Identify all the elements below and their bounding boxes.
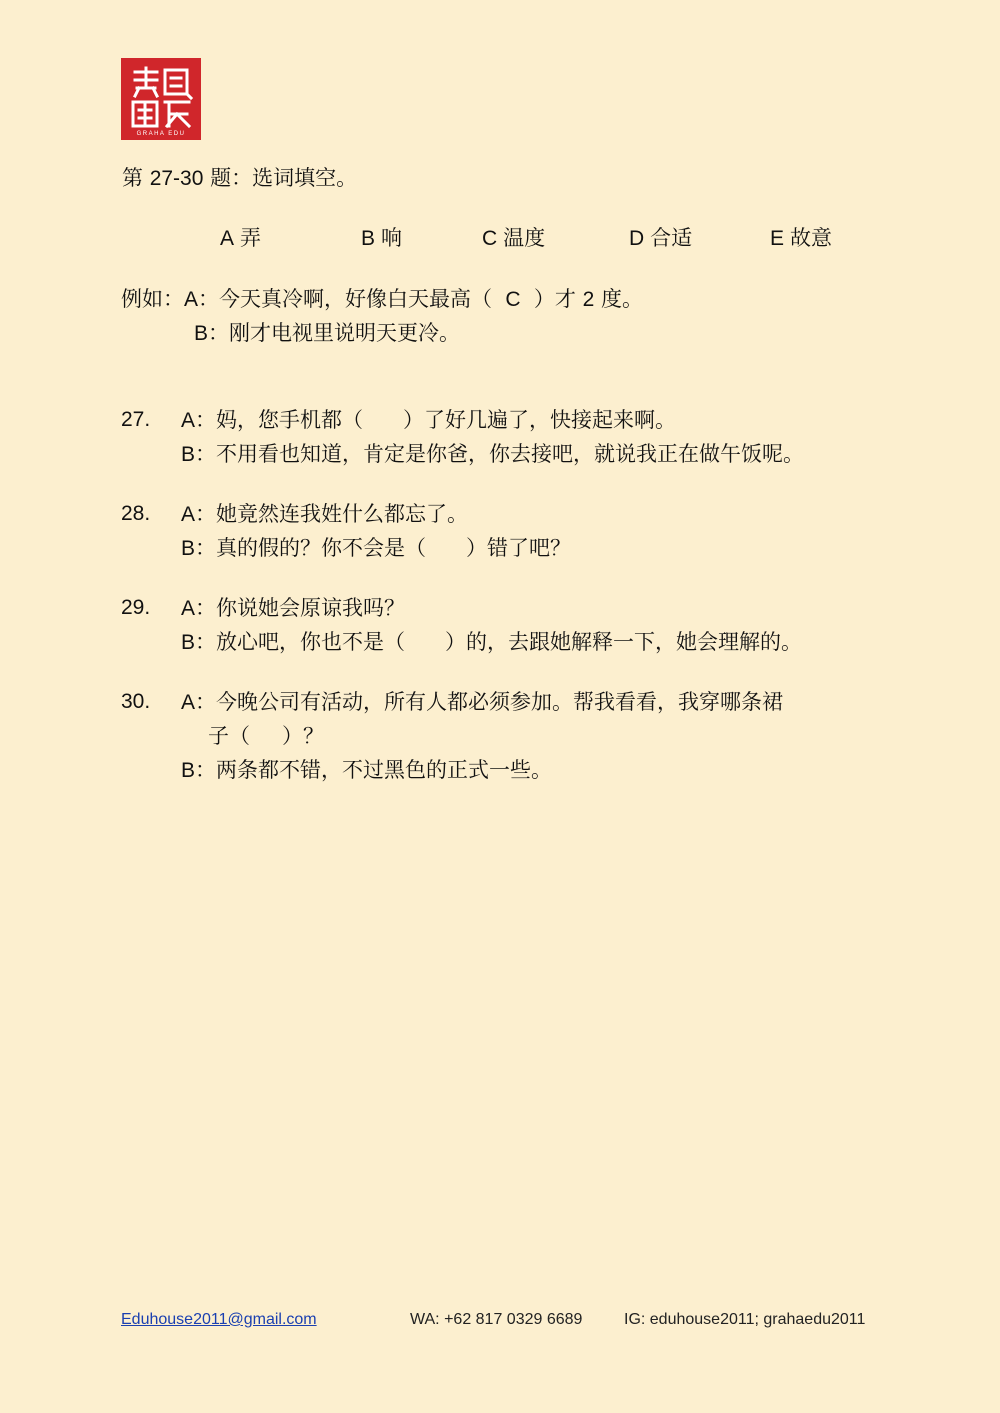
option-word: 弄 [240,226,262,250]
example-a-speaker: A： [184,288,220,311]
instruction-suffix: 题：选词填空。 [210,166,358,190]
q29-b-speaker: B： [181,631,217,654]
option-letter: D [629,227,645,250]
option-word: 合适 [650,226,693,250]
q30-a-text: 今晚公司有活动，所有人都必须参加。帮我看看，我穿哪条裙 [216,690,784,714]
instruction-prefix: 第 [122,166,143,190]
q28-line-a [181,499,468,530]
q28-b-speaker: B： [181,537,217,560]
q28-line-b [181,533,571,564]
q29-a-text: 你说她会原谅我吗？ [216,596,406,620]
footer-email-link[interactable]: Eduhouse2011@gmail.com [121,1311,317,1328]
q30-line-b [181,755,552,786]
q28-a-text: 她竟然连我姓什么都忘了。 [216,502,469,526]
logo-brand-text: GRAHA EDU [136,131,186,137]
q29-line-a [181,593,405,624]
question-number-30: 30. [121,690,151,713]
q28-b-text-2: ）错了吧？ [466,536,572,560]
option-c [482,223,545,254]
option-d [629,223,692,254]
q27-a-speaker: A： [181,409,217,432]
example-a-text-2: ）才 [533,287,576,311]
example-label: 例如： [121,287,184,311]
page-footer [0,1306,1000,1334]
graha-edu-logo [121,58,201,140]
q29-b-text-2: ）的，去跟她解释一下，她会理解的。 [445,630,803,654]
q30-a-speaker: A： [181,691,217,714]
option-letter: A [220,227,235,250]
question-number-27: 27. [121,408,151,431]
footer-email-wrap [121,1306,317,1334]
q30-a-cont-1: 子（ [208,724,250,748]
logo-seal-icon [121,58,201,140]
option-word: 故意 [790,226,833,250]
q27-line-b [181,439,804,470]
option-e [770,223,832,254]
example-line-b [194,318,460,349]
q28-b-text-1: 真的假的？你不会是（ [216,536,427,560]
example-line-a [121,284,643,315]
example-a-text-1: 今天真冷啊，好像白天最高（ [219,287,493,311]
example-b-speaker: B： [194,322,230,345]
q27-line-a [181,405,676,436]
q27-b-text: 不用看也知道，肯定是你爸，你去接吧，就说我正在做午饭呢。 [216,442,805,466]
question-number-28: 28. [121,502,151,525]
footer-instagram: IG: eduhouse2011; grahaedu2011 [624,1311,866,1328]
option-word: 温度 [503,226,546,250]
option-letter: E [770,227,785,250]
q30-line-a-cont [208,721,324,751]
example-b-text: 刚才电视里说明天更冷。 [229,321,461,345]
option-word: 响 [381,226,403,250]
example-a-num: 2 [582,288,595,311]
option-letter: C [482,227,498,250]
option-letter: B [361,227,376,250]
footer-whatsapp: WA: +62 817 0329 6689 [410,1311,583,1328]
q27-a-text-1: 妈，您手机都（ [216,408,364,432]
q29-line-b [181,627,802,658]
example-a-text-3: 度。 [600,287,643,311]
question-number-29: 29. [121,596,151,619]
q30-line-a [181,687,783,718]
q30-a-cont-2: ）？ [282,724,324,748]
word-options [0,223,1000,255]
q27-b-speaker: B： [181,443,217,466]
instruction-range: 27-30 [149,167,204,190]
q28-a-speaker: A： [181,503,217,526]
q27-a-text-2: ）了好几遍了，快接起来啊。 [403,408,677,432]
q30-b-speaker: B： [181,759,217,782]
instruction-title [122,163,357,194]
q29-b-text-1: 放心吧，你也不是（ [216,630,406,654]
option-a [220,223,261,254]
q29-a-speaker: A： [181,597,217,620]
q30-b-text: 两条都不错，不过黑色的正式一些。 [216,758,553,782]
option-b [361,223,402,254]
example-answer: C [505,288,521,311]
